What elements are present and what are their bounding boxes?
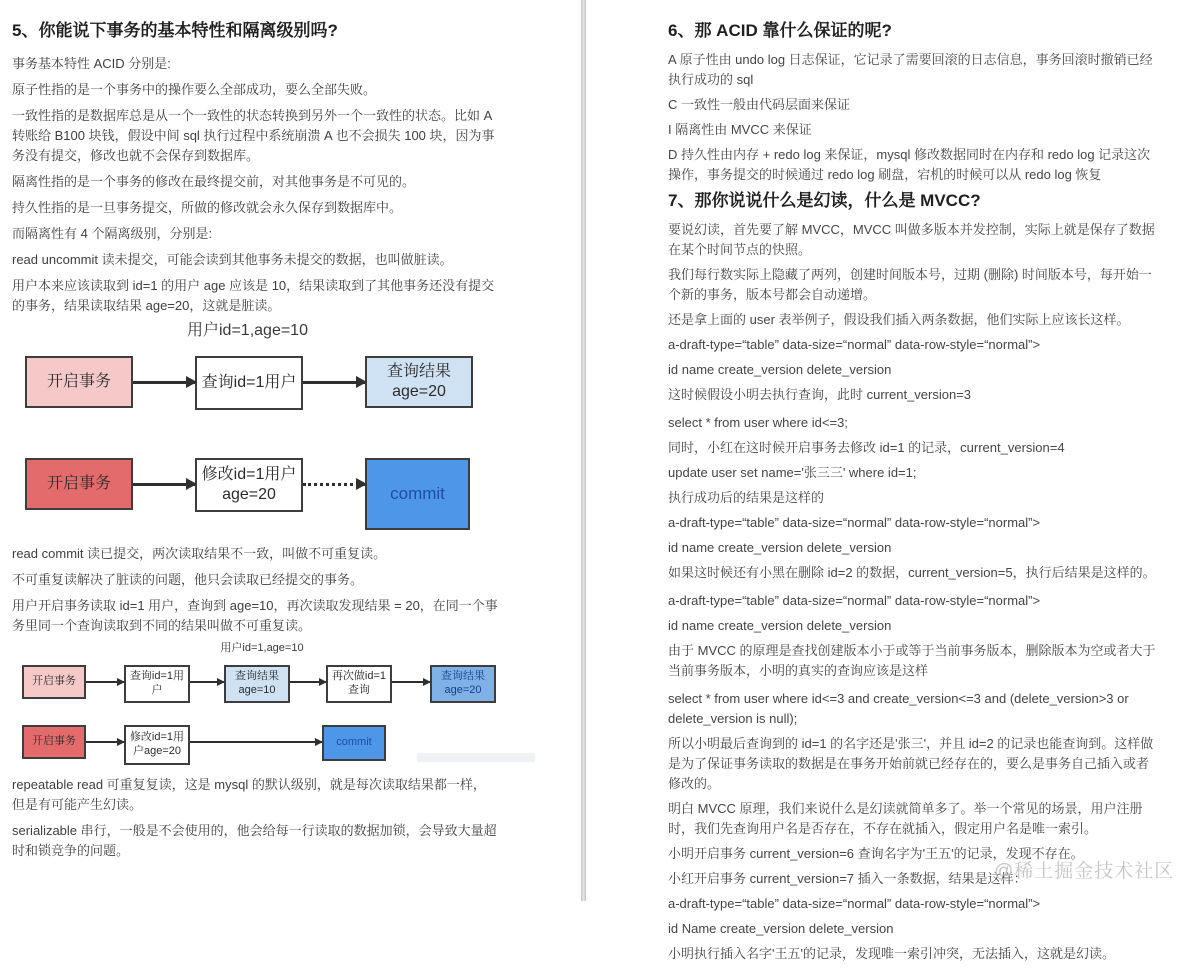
flow-box-query-result: 查询结果 age=20 [365,356,473,408]
code-line: a-draft-type=“table” data-size=“normal” data-row-style=“normal”> [668,337,1041,352]
flow-box-query-again: 再次做id=1 查询 [326,665,392,703]
flow-box-begin-transaction: 开启事务 [25,458,133,510]
code-line: 由于 MVCC 的原理是查找创建版本小于或等于当前事务版本，删除版本为空或者大于当前事务版本，小明的真实的查询应该是这样 [668,643,1156,678]
paragraph: 所以小明最后查询到的 id=1 的名字还是'张三'，并且 id=2 的记录也能查询到。这样做是为了保证事务读取的数据是在事务开始前就已经存在的，要么是事务自己插入或者修改的。 [668,736,1154,791]
flow-box-result-age20: 查询结果 age=20 [430,665,496,703]
paragraph: 持久性指的是一旦事务提交，所做的修改就会永久保存到数据库中。 [12,200,403,215]
paragraph: 事务基本特性 ACID 分别是: [12,56,171,71]
paragraph: repeatable read 可重复复读，这是 mysql 的默认级别，就是每次读取结果都一样，但是有可能产生幻读。 [12,777,486,812]
flow-diagram-commit [25,458,522,530]
flow-box-commit: commit [365,458,470,530]
arrow-icon [303,381,365,384]
diagram-row [25,458,522,530]
code-line: 这时候假设小明去执行查询，此时 current_version=3 [668,387,972,402]
flow-box-begin-transaction: 开启事务 [22,665,86,699]
paragraph: D 持久性由内存 + redo log 来保证，mysql 修改数据同时在内存和 redo log 记录这次操作，事务提交的时候通过 redo log 刷盘，宕机的时候可以从 redo log 恢复 [668,147,1151,182]
paragraph: 执行成功后的结果是这样的 [668,490,825,505]
arrow-icon [190,741,322,743]
dotted-arrow-icon [303,483,365,486]
paragraph: I 隔离性由 MVCC 来保证 [668,122,812,137]
code-line: 小明开启事务 current_version=6 查询名字为'王五'的记录，发现不存在。 [668,846,1084,861]
flow-box-result-age10: 查询结果 age=10 [224,665,290,703]
code-line: id name create_version delete_version [668,362,892,377]
diagram-title: 用户id=1,age=10 [220,642,304,654]
code-line: id name create_version delete_version [668,540,892,555]
juejin-watermark: @稀土掘金技术社区 [994,861,1175,882]
paragraph: 用户开启事务读取 id=1 用户，查询到 age=10，再次读取发现结果 = 20，在同一个事务里同一个查询读取到不同的结果叫做不可重复读。 [12,598,498,633]
code-line-group [668,591,1162,681]
arrow-icon [190,681,224,683]
paragraph: 明白 MVCC 原理，我们来说什么是幻读就简单多了。举一个常见的场景，用户注册时，我们先查询用户名是否存在，不存在就插入，假定用户名是唯一索引。 [668,801,1143,836]
page-left [12,0,522,867]
code-line-group [668,335,1162,405]
paragraph: read uncommit 读未提交，可能会读到其他事务未提交的数据，也叫做脏读。 [12,252,453,267]
flow-box-query-user: 查询id=1用户 [195,356,303,410]
diagram-row [22,725,522,765]
paragraph: 要说幻读，首先要了解 MVCC，MVCC 叫做多版本并发控制，实际上就是保存了数据在某个时间节点的快照。 [668,222,1155,257]
arrow-icon [290,681,326,683]
diagram-row [22,665,522,703]
arrow-icon [133,483,195,486]
page-right [668,0,1162,972]
paragraph: 而隔离性有 4 个隔离级别，分别是: [12,226,213,241]
flow-box-begin-transaction: 开启事务 [22,725,86,759]
paragraph: C 一致性一般由代码层面来保证 [668,97,851,112]
code-line: 小红开启事务 current_version=7 插入一条数据，结果是这样： [668,871,1027,886]
paragraph: 原子性指的是一个事务中的操作要么全部成功，要么全部失败。 [12,82,377,97]
code-line: id Name create_version delete_version [668,921,894,936]
paragraph: 用户本来应该读取到 id=1 的用户 age 应该是 10，结果读取到了其他事务还没有提交的事务，结果读取结果 age=20，这就是脏读。 [12,278,495,313]
flow-box-query-user: 查询id=1用户 [124,665,190,703]
diagram-row [25,356,522,410]
arrow-icon [133,381,195,384]
code-line: a-draft-type=“table” data-size=“normal” data-row-style=“normal”> [668,593,1041,608]
flow-box-commit: commit [322,725,386,761]
sql-line: update user set name='张三三' where id=1; [668,465,917,480]
section7-heading: 7、那你说说什么是幻读，什么是 MVCC? [668,191,981,210]
paragraph: serializable 串行，一般是不会使用的，他会给每一行读取的数据加锁，会导致大量超时和锁竞争的问题。 [12,823,497,858]
arrow-icon [86,741,124,743]
paragraph: 一致性指的是数据库总是从一个一致性的状态转换到另外一个一致性的状态。比如 A 转账给 B100 块钱，假设中间 sql 执行过程中系统崩溃 A 也不会损失 100 块，因为事务没有提交，修改也就不会保存到数据库。 [12,108,495,163]
code-line: a-draft-type=“table” data-size=“normal” data-row-style=“normal”> [668,896,1041,911]
paragraph: read commit 读已提交，两次读取结果不一致，叫做不可重复读。 [12,546,387,561]
paragraph: 还是拿上面的 user 表举例子，假设我们插入两条数据，他们实际上应该长这样。 [668,312,1130,327]
diagram-title: 用户id=1,age=10 [187,322,308,339]
code-line: 如果这时候还有小黑在删除 id=2 的数据，current_version=5，执行后结果是这样的。 [668,565,1156,580]
code-line: id name create_version delete_version [668,618,892,633]
faint-watermark [417,753,535,762]
section6-heading: 6、那 ACID 靠什么保证的呢? [668,21,892,40]
flow-box-update-user: 修改id=1用户age=20 [124,725,190,765]
paragraph: A 原子性由 undo log 日志保证，它记录了需要回滚的日志信息，事务回滚时撤销已经执行成功的 sql [668,52,1153,87]
flow-box-begin-transaction: 开启事务 [25,356,133,408]
section5-heading: 5、你能说下事务的基本特性和隔离级别吗? [12,21,338,40]
page-divider [581,0,586,901]
arrow-icon [86,681,124,683]
flow-diagram-non-repeatable-read [22,642,522,765]
paragraph: 同时，小红在这时候开启事务去修改 id=1 的记录，current_version=4 [668,440,1065,455]
sql-line: select * from user where id<=3; [668,415,848,430]
arrow-icon [392,681,430,683]
flow-box-update-user: 修改id=1用户age=20 [195,458,303,512]
code-line: a-draft-type=“table” data-size=“normal” data-row-style=“normal”> [668,515,1041,530]
code-line: 小明执行插入名字'王五'的记录，发现唯一索引冲突，无法插入，这就是幻读。 [668,946,1115,961]
code-line-group [668,513,1162,583]
paragraph: 隔离性指的是一个事务的修改在最终提交前，对其他事务是不可见的。 [12,174,416,189]
sql-line: select * from user where id<=3 and create_version<=3 and (delete_version>3 or delete_version is null); [668,691,1129,726]
paragraph: 不可重复读解决了脏读的问题，他只会读取已经提交的事务。 [12,572,364,587]
paragraph: 我们每行数实际上隐藏了两列，创建时间版本号，过期 (删除) 时间版本号，每开始一个新的事务，版本号都会自动递增。 [668,267,1152,302]
flow-diagram-dirty-read [25,322,522,410]
